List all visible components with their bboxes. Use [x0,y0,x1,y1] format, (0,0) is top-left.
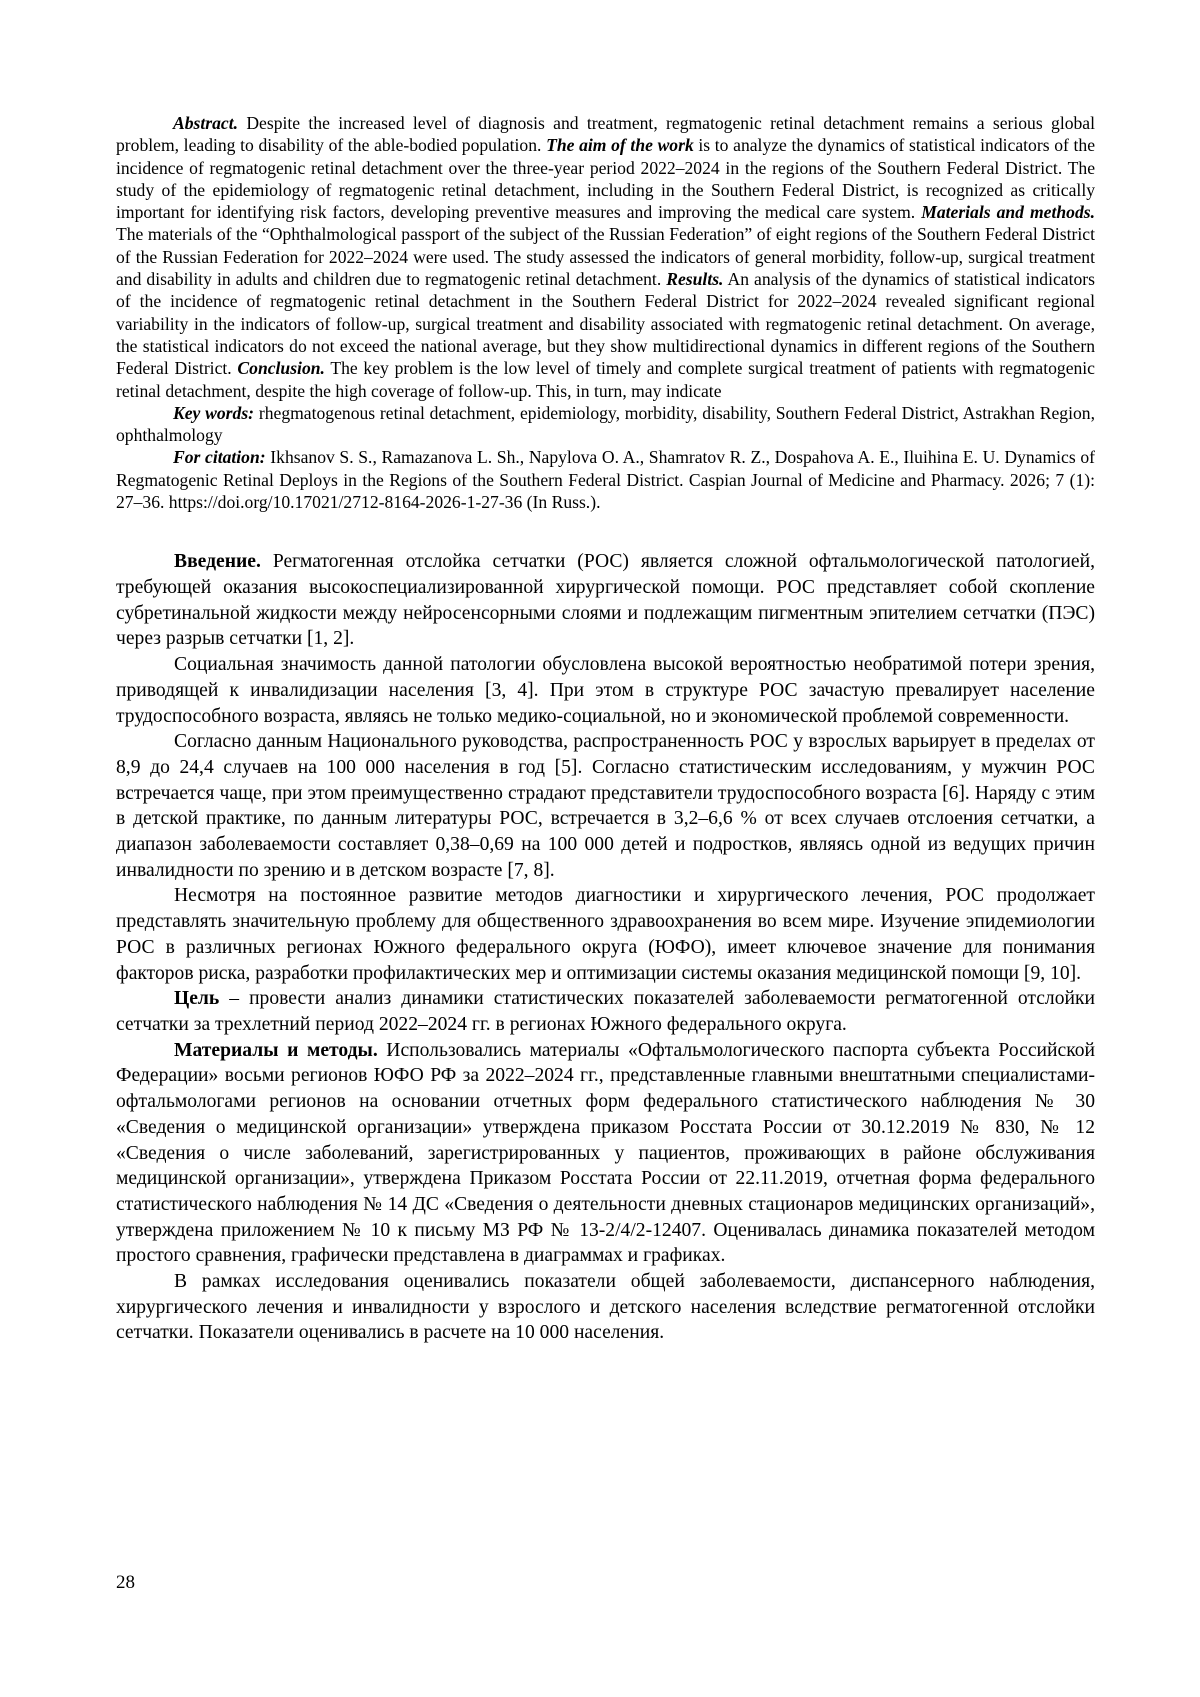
aim-heading: Цель [174,988,220,1010]
citation-paragraph: For citation: Ikhsanov S. S., Ramazanova L. Sh., Napylova O. A., Shamratov R. Z., Dospahova A. E., Iluihina E. U. Dynamics of Regmatogenic Retinal Deploys in the Regions of the Southern Federal District. Caspian Journal of Medicine and Pharmacy. 2026; 7 (1): 27–36. https://doi.org/10.17021/2712-8164-2026-1-27-36 (In Russ.). [116,447,1095,513]
body-paragraph: В рамках исследования оценивались показатели общей заболеваемости, диспансерного наблюдения, хирургического лечения и инвалидности у взрослого и детского населения вследствие регматогенной отслойки сетчатки. Показатели оценивались в расчете на 10 000 населения. [116,1271,1095,1344]
body-paragraph: Социальная значимость данной патологии обусловлена высокой вероятностью необратимой потери зрения, приводящей к инвалидизации населения [3, 4]. При этом в структуре РОС зачастую превалирует население трудоспособного возраста, являясь не только медико-социальной, но и экономической проблемой современности. [116,654,1095,727]
results-label: Results. [666,269,724,290]
methods-heading: Материалы и методы. [174,1039,378,1061]
intro-label: Введение. [174,551,261,573]
article-body [116,549,1095,1346]
aim-label: The aim of the work [546,135,694,156]
aim-paragraph: Цель – провести анализ динамики статистических показателей заболеваемости регматогенной отслойки сетчатки за трехлетний период 2022–2024 гг. в регионах Южного федерального округа. [116,988,1095,1035]
page-number: 28 [116,1572,135,1593]
keywords-label: Key words: [173,402,255,423]
methods-label: Materials and methods. [921,202,1095,223]
intro-paragraph: Введение. Регматогенная отслойка сетчатки (РОС) является сложной офтальмологической патологией, требующей оказания высокоспециализированной хирургической помощи. РОС представляет собой скопление субретинальной жидкости между нейросенсорными слоями и подлежащим пигментным эпителием сетчатки (ПЭС) через разрыв сетчатки [1, 2]. [116,551,1095,650]
abstract-paragraph: Abstract. Despite the increased level of diagnosis and treatment, regmatogenic retinal detachment remains a serious global problem, leading to disability of the able-bodied population. The aim of the work is to analyze the dynamics of statistical indicators of the incidence of regmatogenic retinal detachment over the three-year period 2022–2024 in the regions of the Southern Federal District. The study of the epidemiology of regmatogenic retinal detachment, including in the Southern Federal District, is recognized as critically important for identifying risk factors, developing preventive measures and improving the medical care system. Materials and methods. The materials of the “Ophthalmological passport of the subject of the Russian Federation” of eight regions of the Southern Federal District of the Russian Federation for 2022–2024 were used. The study assessed the indicators of general morbidity, follow-up, surgical treatment and disability in adults and children due to regmatogenic retinal detachment. Results. An analysis of the dynamics of statistical indicators of the incidence of regmatogenic retinal detachment in the Southern Federal District for 2022–2024 revealed significant regional variability in the indicators of follow-up, surgical treatment and disability associated with regmatogenic retinal detachment. On average, the statistical indicators do not exceed the national average, but they show multidirectional dynamics in different regions of the Southern Federal District. Conclusion. The key problem is the low level of timely and complete surgical treatment of patients with regmatogenic retinal detachment, despite the high coverage of follow-up. This, in turn, may indicate [116,113,1095,401]
keywords-paragraph: Key words: rhegmatogenous retinal detachment, epidemiology, morbidity, disability, Southern Federal District, Astrakhan Region, ophthalmology [116,402,1095,446]
page-content [116,112,1095,1346]
body-paragraph: Согласно данным Национального руководства, распространенность РОС у взрослых варьирует в пределах от 8,9 до 24,4 случаев на 100 000 населения в год [5]. Согласно статистическим исследованиям, у мужчин РОС встречается чаще, при этом преимущественно страдают представители трудоспособного возраста [6]. Наряду с этим в детской практике, по данным литературы РОС, встречается в 3,2–6,6 % от всех случаев отслоения сетчатки, а диапазон заболеваемости составляет 0,38–0,69 на 100 000 детей и подростков, являясь одной из ведущих причин инвалидности по зрению и в детском возрасте [7, 8]. [116,731,1095,881]
abstract-label: Abstract. [173,113,239,133]
methods-paragraph: Материалы и методы. Использовались материалы «Офтальмологического паспорта субъекта Российской Федерации» восьми регионов ЮФО РФ за 2022–2024 гг., представленные главными внештатными специалистами-офтальмологами регионов на основании отчетных форм федерального статистического наблюдения № 30 «Сведения о медицинской организации» утверждена приказом Росстата России от 30.12.2019 № 830, № 12 «Сведения о числе заболеваний, зарегистрированных у пациентов, проживающих в районе обслуживания медицинской организации», утверждена Приказом Росстата России от 22.11.2019, отчетная форма федерального статистического наблюдения № 14 ДС «Сведения о деятельности дневных стационаров медицинских организаций», утверждена приложением № 10 к письму МЗ РФ № 13-2/4/2-12407. Оценивалась динамика показателей методом простого сравнения, графически представлена в диаграммах и графиках. [116,1039,1095,1267]
citation-label: For citation: [173,447,266,468]
body-paragraph: Несмотря на постоянное развитие методов диагностики и хирургического лечения, РОС продолжает представлять значительную проблему для общественного здравоохранения во всем мире. Изучение эпидемиологии РОС в различных регионах Южного федерального округа (ЮФО), имеет ключевое значение для понимания факторов риска, разработки профилактических мер и оптимизации системы оказания медицинской помощи [9, 10]. [116,885,1095,984]
conclusion-label: Conclusion. [237,358,325,379]
